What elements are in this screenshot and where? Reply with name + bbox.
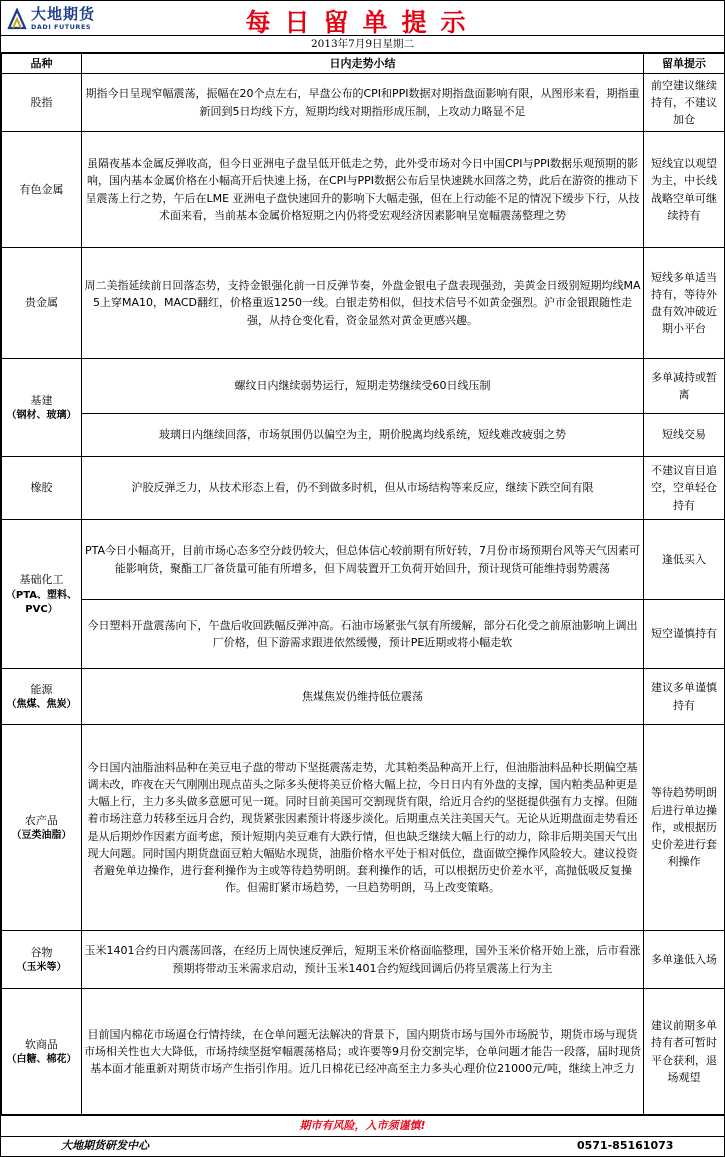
category-label: 有色金属 xyxy=(19,182,64,196)
table-row xyxy=(2,414,725,457)
category-cell xyxy=(2,74,82,132)
table-row xyxy=(2,74,725,132)
summary-cell: 周二美指延续前日回落态势，支持金银强化前一日反弹节奏，外盘金银电子盘表现强劲，美黄金日级别短期均线MA5上穿MA10，MACD翻红，价格重返1250一线。白银走势相似，但技术信号不如黄金强烈。沪市金银跟随性走强，从持仓变化看，资金显然对黄金更感兴趣。 xyxy=(82,248,644,359)
category-sub-label: （PTA、塑料、PVC） xyxy=(5,589,78,615)
category-cell xyxy=(2,132,82,248)
category-label: 软商品 xyxy=(25,1037,58,1051)
research-center-label: 大地期货研发中心 xyxy=(61,1139,149,1152)
category-sub-label: （豆类油脂） xyxy=(11,830,72,842)
category-label: 谷物 xyxy=(30,945,53,959)
summary-cell: 目前国内棉花市场逼仓行情持续，在仓单问题无法解决的背景下，国内期货市场与国外市场脱节，期货市场与现货市场相关性也大大降低，市场持续坚挺窄幅震荡格局；或许要等9月份交割完毕，仓单问题才能告一段落，届时现货基本面才能重新对期货市场产生指引作用。近几日棉花已经冲高至主力多头心理价位21000元/吨，继续上冲乏力 xyxy=(82,989,644,1115)
table-row xyxy=(2,600,725,669)
table-row xyxy=(2,669,725,725)
category-cell xyxy=(2,359,82,457)
summary-cell: 焦煤焦炭仍维持低位震荡 xyxy=(82,669,644,725)
table-row xyxy=(2,931,725,989)
table-row xyxy=(2,132,725,248)
category-cell xyxy=(2,248,82,359)
summary-cell: 沪胶反弹乏力，从技术形态上看，仍不到做多时机，但从市场结构等来反应，继续下跌空间有限 xyxy=(82,457,644,520)
tip-cell: 建议多单谨慎持有 xyxy=(644,669,725,725)
category-cell xyxy=(2,669,82,725)
tip-cell: 短线宜以观望为主，中长线战略空单可继续持有 xyxy=(644,132,725,248)
category-label: 基础化工 xyxy=(19,573,64,587)
summary-cell: 虽隔夜基本金属反弹收高，但今日亚洲电子盘呈低开低走之势，此外受市场对今日中国CPI与PPI数据乐观预期的影响，国内基本金属价格在小幅高开后快速上扬，在CPI与PPI数据公布后呈快速跳水回落之势，此后在游资的推动下呈震荡上行之势，午后在LME 亚洲电子盘快速回升的影响下大幅走强，但在上行动能不足的情况下缓步下行，从技术面来看，当前基本金属价格短期之内仍将受宏观经济因素影响呈宽幅震荡整理之势 xyxy=(82,132,644,248)
category-cell xyxy=(2,520,82,669)
tip-cell: 多单减持或暂离 xyxy=(644,359,725,414)
category-label: 农产品 xyxy=(25,813,58,827)
table-row xyxy=(2,520,725,600)
tip-cell: 多单逢低入场 xyxy=(644,931,725,989)
category-label: 能源 xyxy=(30,682,53,696)
risk-warning: 期市有风险，入市须谨慎! xyxy=(1,1115,724,1136)
tip-cell: 建议前期多单持有者可暂时平仓获利，退场观望 xyxy=(644,989,725,1115)
tip-cell: 逢低买入 xyxy=(644,520,725,600)
category-label: 股指 xyxy=(30,95,53,109)
category-sub-label: （钢材、玻璃） xyxy=(6,410,77,422)
tip-cell: 短空谨慎持有 xyxy=(644,600,725,669)
table-row xyxy=(2,725,725,931)
category-sub-label: （白糖、棉花） xyxy=(6,1054,77,1066)
category-cell xyxy=(2,725,82,931)
summary-cell: 玉米1401合约日内震荡回落，在经历上周快速反弹后，短期玉米价格面临整理，国外玉米价格开始上涨，后市看涨预期将带动玉米需求启动，预计玉米1401合约短线回调后仍将呈震荡上行为主 xyxy=(82,931,644,989)
table-row xyxy=(2,457,725,520)
table-header-row xyxy=(2,54,725,74)
header-tip: 留单提示 xyxy=(644,54,725,74)
footer-info xyxy=(1,1136,724,1155)
logo-cn-text: 大地期货 xyxy=(31,5,96,24)
advice-table xyxy=(1,53,725,1115)
phone-number: 0571-85161073 xyxy=(577,1139,674,1152)
report-date: 2013年7月9日星期二 xyxy=(1,36,724,53)
table-row xyxy=(2,248,725,359)
category-cell xyxy=(2,457,82,520)
header-summary: 日内走势小结 xyxy=(82,54,644,74)
category-label: 基建 xyxy=(30,393,53,407)
summary-cell: 期指今日呈现窄幅震荡，振幅在20个点左右，早盘公布的CPI和PPI数据对期指盘面影响有限，从图形来看，期指重新回到5日均线下方，短期均线对期指形成压制，上攻动力略显不足 xyxy=(82,74,644,132)
category-label: 橡胶 xyxy=(30,481,53,495)
tip-cell: 前空建议继续持有，不建议加仓 xyxy=(644,74,725,132)
tip-cell: 不建议盲目追空，空单轻仓持有 xyxy=(644,457,725,520)
category-cell xyxy=(2,989,82,1115)
tip-cell: 短线交易 xyxy=(644,414,725,457)
category-label: 贵金属 xyxy=(25,296,58,310)
summary-cell: PTA今日小幅高开，目前市场心态多空分歧仍较大，但总体信心较前期有所好转，7月份市场预期台风等天气因素可能影响货，聚酯工厂备货量可能有所增多，但下周装置开工负荷开始回升，预计现货可能维持弱势震荡 xyxy=(82,520,644,600)
category-cell xyxy=(2,931,82,989)
report-title: 每日留单提示 xyxy=(245,8,480,37)
summary-cell: 玻璃日内继续回落，市场氛围仍以偏空为主，期价脱离均线系统，短线难改疲弱之势 xyxy=(82,414,644,457)
summary-cell: 今日塑料开盘震荡向下，午盘后收回跌幅反弹冲高。石油市场紧张气氛有所缓解，部分石化受之前原油影响上调出厂价格，但下游需求跟进依然缓慢，预计PE近期或将小幅走软 xyxy=(82,600,644,669)
category-sub-label: （玉米等） xyxy=(16,962,67,974)
table-row xyxy=(2,359,725,414)
report-header xyxy=(1,1,724,36)
tip-cell: 等待趋势明朗后进行单边操作，或根据历史价差进行套利操作 xyxy=(644,725,725,931)
summary-cell: 螺纹日内继续弱势运行，短期走势继续受60日线压制 xyxy=(82,359,644,414)
category-sub-label: （焦煤、焦炭） xyxy=(6,699,77,711)
logo-en-text: DADI FUTURES xyxy=(31,23,92,32)
table-row xyxy=(2,989,725,1115)
header-category: 品种 xyxy=(2,54,82,74)
summary-cell: 今日国内油脂油料品种在美豆电子盘的带动下坚挺震荡走势，尤其粕类品种高开上行，但油脂油料品种长期偏空基调未改，昨夜在天气刚刚出现点苗头之际多头便将美豆价格大幅上拉，今日日内有外盘的支撑，国内粕类品种更是大幅上行，主力多头做多意愿可见一斑。同时目前美国可交割现货有限，给近月合约的坚挺提供强有力支撑。但随着市场注意力转移至远月合约，现货紧张因素预计将逐步淡化。后期重点关注美国天气。无论从近期盘面走势看还是从后期炒作因素方面考虑，预计短期内美豆难有大跌行情，但也缺乏继续大幅上行的动力，除非后期美国天气出现大问题。同时国内期货盘面豆粕大幅贴水现货，油脂价格水平处于相对低位，盘面做空操作风险较大。建议投资者避免单边操作，进行套利操作为主或等待趋势明朗。套利操作的话，可以根据历史价差水平，高抛低吸反复操作。但需盯紧市场趋势，一旦趋势明朗，马上改变策略。 xyxy=(82,725,644,931)
tip-cell: 短线多单适当持有，等待外盘有效冲破近期小平台 xyxy=(644,248,725,359)
